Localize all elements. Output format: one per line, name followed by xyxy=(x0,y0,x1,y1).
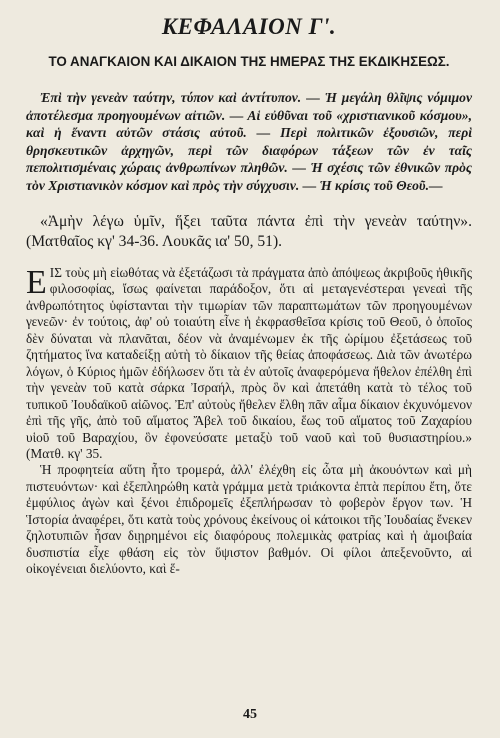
section-title: ΤΟ ΑΝΑΓΚΑΙΟΝ ΚΑΙ ΔΙΚΑΙΟΝ ΤΗΣ ΗΜΕΡΑΣ ΤΗΣ ΕΚΔΙΚΗΣΕΩΣ. xyxy=(48,54,450,69)
body-paragraph: Ἡ προφητεία αὕτη ἦτο τρομερά, ἀλλ' ἐλέχθη εἰς ὦτα μὴ ἀκουόντων καὶ μὴ πιστευόντων· καὶ ἐξεπληρώθη κατὰ γράμμα μετὰ τριάκοντα ἑπτὰ περίπου ἔτη, ὅτε ἐμφύλιος ἀγὼν καὶ ξένοι ἐπιδρομεῖς ἐξεπλήρωσαν τὸ φοβερὸν ἔργον των. Ἡ Ἱστορία ἀναφέρει, ὅτι κατὰ τοὺς χρόνους ἐκείνους οἱ κάτοικοι τῆς Ἰουδαίας ἕνεκεν ζηλοτυπιῶν ἦσαν διῃρημένοι εἰς διαφόρους πολεμικὰς φατρίας καὶ ἡ ἀμοιβαία δυσπιστία εἶχε φθάση εἰς τὸν ὕψιστον βαθμόν. Οἱ φίλοι ἀπεξενοῦντο, αἱ οἰκογένειαι διελύοντο, καὶ ἕ- xyxy=(26,462,472,577)
chapter-title: ΚΕΦΑΛΑΙΟΝ Γ'. xyxy=(161,14,337,39)
body-text xyxy=(26,265,472,578)
epigraph-quote: «Ἀμὴν λέγω ὑμῖν, ἥξει ταῦτα πάντα ἐπὶ τὴν γενεὰν ταύτην». (Ματθαῖος κγ' 34-36. Λουκᾶς ια' 50, 51). xyxy=(26,213,472,250)
drop-cap: Ε xyxy=(26,264,47,301)
paragraph-text: ΙΣ τοὺς μὴ εἰωθότας νὰ ἐξετάζωσι τὰ πράγματα ἀπὸ ἀπόψεως ἀκριβοῦς ἠθικῆς φιλοσοφίας, ἴσως φαίνεται παράδοξον, ὅτι αἱ μεταγενέστεραι γενεαὶ τῆς ἀνθρωπότητος ὑφίστανται τὴν τιμωρίαν τῶν παραπτωμάτων τῶν προηγουμένων γενεῶν· ἐν τούτοις, ἀφ' οὐ τοιαύτη εἶνε ἡ ἐκφρασθεῖσα κρίσις τοῦ Θεοῦ, ὁ ὁποῖος δὲν δύναται νὰ πλανᾶται, δέον νὰ ἀναμένωμεν ἐκ τῆς ὡρίμου ἐξετάσεως τοῦ ζητήματος ἵνα καταδείξῃ αὐτὴ τὸ δίκαιον τῆς θείας ἀποφάσεως. Διὰ τῶν ἀνωτέρω λόγων, ὁ Κύριος ἡμῶν ἐδήλωσεν ὅτι τὰ ἐν αὐτοῖς ἀναφερόμενα ἤθελον ἐπέλθη ἐπὶ τὴν γενεὰν τοῦ κατὰ σάρκα Ἰσραήλ, πρὸς ὃν καὶ ἀπετάθη κατὰ τὸ τέλος τοῦ τυπικοῦ Ἰουδαϊκοῦ αἰῶνος. Ἐπ' αὐτοὺς ἤθελεν ἔλθη πᾶν αἷμα δίκαιον ἐκχυνόμενον ἐπὶ τῆς γῆς, ἀπὸ τοῦ αἵματος Ἄβελ τοῦ δικαίου, ἕως τοῦ αἵματος τοῦ Ζαχαρίου υἱοῦ τοῦ Βαραχίου, ὃν ἐφονεύσατε μεταξὺ τοῦ ναοῦ καὶ τοῦ θυσιαστηρίου.» (Ματθ. κγ' 35. xyxy=(26,265,472,461)
page-number: 45 xyxy=(243,707,257,722)
chapter-summary: Ἐπὶ τὴν γενεὰν ταύτην, τύπον καὶ ἀντίτυπον. — Ἡ μεγάλη θλῖψις νόμιμον ἀποτέλεσμα προηγουμένων αἰτιῶν. — Αἱ εὐθῦναι τοῦ «χριστιανικοῦ κόσμου», καὶ ἡ ἔναντι αὐτῶν στάσις αὐτοῦ. — Περὶ πολιτικῶν ἐξουσιῶν, περὶ θρησκευτικῶν ἀρχηγῶν, περὶ τῶν διαφόρων τάξεων τῶν ἐν ταῖς πεπολιτισμέναις χώραις ἀνθρωπίνων πληθῶν. — Ἡ σχέσις τῶν ἐθνικῶν πρὸς τὸν Χριστιανικὸν κόσμον καὶ πρὸς τὴν σύγχυσιν. — Ἡ κρίσις τοῦ Θεοῦ.— xyxy=(26,90,472,193)
body-paragraph xyxy=(26,265,472,462)
